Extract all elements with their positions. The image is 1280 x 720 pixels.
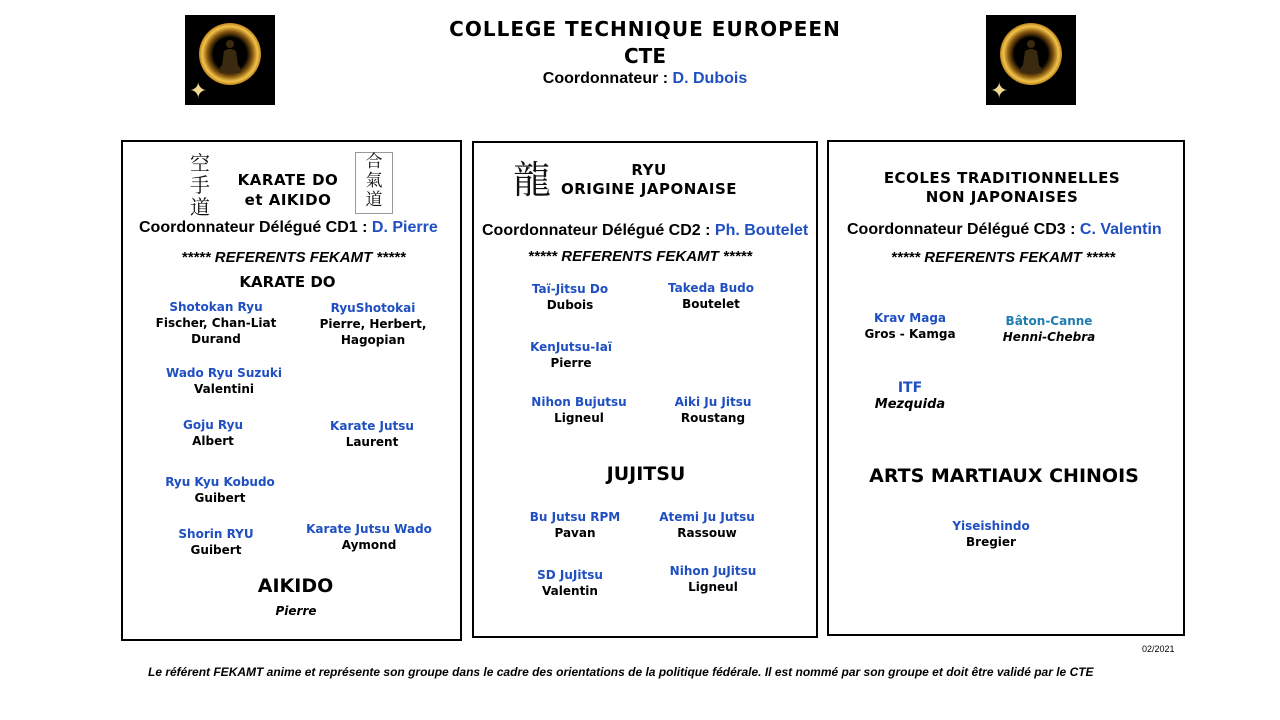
footer-note: Le référent FEKAMT anime et représente son groupe dans le cadre des orientations de la politique fédérale. Il est nommé par son groupe et doit être validé par le CTE bbox=[148, 665, 1094, 679]
panel2-title-line2: ORIGINE JAPONAISE bbox=[560, 180, 738, 198]
list-item: Wado Ryu Suzuki Valentini bbox=[166, 366, 282, 396]
panel1-section-aikido: AIKIDO bbox=[257, 575, 334, 597]
meditation-logo-right bbox=[986, 15, 1076, 105]
list-item: Ryu Kyu Kobudo Guibert bbox=[165, 475, 275, 505]
panel3-section-chinese: ARTS MARTIAUX CHINOIS bbox=[869, 465, 1139, 487]
panel1-coordinator-name: D. Pierre bbox=[371, 219, 438, 236]
panel-traditional-schools bbox=[827, 140, 1185, 636]
document-date: 02/2021 bbox=[1142, 644, 1175, 654]
meditation-figure-icon bbox=[1019, 39, 1043, 75]
meditation-figure-icon bbox=[218, 39, 242, 75]
list-item: Aiki Ju Jitsu Roustang bbox=[674, 395, 752, 425]
list-item: Bâton-Canne Henni-Chebra bbox=[1002, 314, 1096, 344]
page-subtitle: CTE bbox=[624, 44, 666, 68]
panel1-title-line2: et AIKIDO bbox=[244, 191, 332, 209]
list-item: Takeda Budo Boutelet bbox=[668, 281, 754, 311]
panel-ryu-japan bbox=[472, 141, 818, 638]
list-item: Karate Jutsu Wado Aymond bbox=[306, 522, 432, 552]
panel1-section-karate: KARATE DO bbox=[239, 273, 336, 291]
list-item: Shotokan Ryu Fischer, Chan-Liat Durand bbox=[155, 300, 277, 346]
dragon-kanji-icon: 龍 bbox=[510, 157, 554, 203]
panel2-section-jujitsu: JUJITSU bbox=[606, 463, 686, 485]
page-title: COLLEGE TECHNIQUE EUROPEEN bbox=[449, 17, 841, 41]
panel-karate-aikido bbox=[121, 140, 462, 641]
main-coordinator-name: D. Dubois bbox=[672, 70, 748, 87]
panel2-referents-heading: ***** REFERENTS FEKAMT ***** bbox=[527, 248, 753, 265]
list-item: Nihon JuJitsu Ligneul bbox=[669, 564, 757, 594]
list-item: RyuShotokai Pierre, Herbert, Hagopian bbox=[319, 301, 427, 347]
list-item: SD JuJitsu Valentin bbox=[537, 568, 603, 598]
list-item: KenJutsu-Iaï Pierre bbox=[530, 340, 612, 370]
panel3-coordinator-name: C. Valentin bbox=[1079, 221, 1162, 238]
karate-calligraphy-icon: 空手道 bbox=[180, 152, 220, 220]
panel1-title-line1: KARATE DO bbox=[237, 171, 339, 189]
list-item: Taï-Jitsu Do Dubois bbox=[531, 282, 609, 312]
list-item: Pierre bbox=[275, 604, 317, 618]
list-item: Goju Ryu Albert bbox=[183, 418, 243, 448]
list-item: Yiseishindo Bregier bbox=[952, 519, 1030, 549]
panel2-title-line1: RYU bbox=[631, 161, 667, 179]
list-item: Bu Jutsu RPM Pavan bbox=[529, 510, 621, 540]
panel3-referents-heading: ***** REFERENTS FEKAMT ***** bbox=[890, 249, 1116, 266]
star-icon: ✦ bbox=[189, 79, 208, 104]
list-item: Shorin RYU Guibert bbox=[178, 527, 254, 557]
panel2-coordinator-name: Ph. Boutelet bbox=[714, 222, 809, 239]
panel3-title-line2: NON JAPONAISES bbox=[925, 188, 1079, 206]
star-icon: ✦ bbox=[990, 79, 1009, 104]
main-coordinator-label: Coordonnateur : bbox=[542, 70, 673, 87]
list-item: Krav Maga Gros - Kamga bbox=[864, 311, 956, 341]
panel3-coordinator bbox=[847, 221, 1162, 239]
list-item: Karate Jutsu Laurent bbox=[330, 419, 414, 449]
list-item: ITF Mezquida bbox=[874, 380, 946, 412]
panel1-referents-heading: ***** REFERENTS FEKAMT ***** bbox=[181, 249, 406, 266]
list-item: Atemi Ju Jutsu Rassouw bbox=[659, 510, 755, 540]
panel1-coordinator bbox=[139, 219, 438, 237]
meditation-logo-left bbox=[185, 15, 275, 105]
panel2-coordinator bbox=[482, 222, 808, 240]
main-coordinator bbox=[395, 70, 895, 88]
aikido-calligraphy-icon: 合氣道 bbox=[355, 152, 393, 214]
list-item: Nihon Bujutsu Ligneul bbox=[531, 395, 627, 425]
panel2-coordinator-label: Coordonnateur Délégué CD2 : bbox=[482, 222, 715, 239]
panel3-title-line1: ECOLES TRADITIONNELLES bbox=[883, 169, 1121, 187]
panel1-coordinator-label: Coordonnateur Délégué CD1 : bbox=[139, 219, 372, 236]
panel3-coordinator-label: Coordonnateur Délégué CD3 : bbox=[847, 221, 1080, 238]
